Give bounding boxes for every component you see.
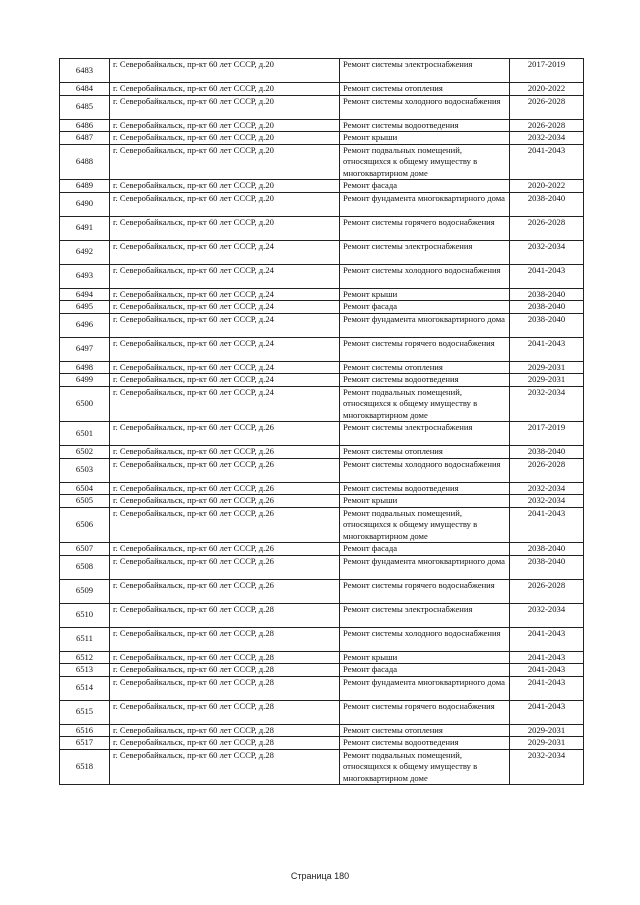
row-address: г. Северобайкальск, пр-кт 60 лет СССР, д.26 (110, 446, 340, 459)
row-address: г. Северобайкальск, пр-кт 60 лет СССР, д.24 (110, 264, 340, 288)
row-work-type: Ремонт системы отопления (340, 724, 510, 737)
row-work-type: Ремонт фундамента многоквартирного дома (340, 555, 510, 579)
table-row (60, 240, 584, 264)
row-work-type: Ремонт фасада (340, 301, 510, 314)
page-number: Страница 180 (290, 871, 350, 881)
row-period: 2029-2031 (510, 737, 584, 750)
row-number: 6495 (60, 301, 110, 314)
row-work-type: Ремонт системы горячего водоснабжения (340, 700, 510, 724)
row-number: 6501 (60, 422, 110, 446)
row-work-type: Ремонт крыши (340, 132, 510, 145)
row-number: 6494 (60, 288, 110, 301)
row-period: 2038-2040 (510, 301, 584, 314)
table-row (60, 482, 584, 495)
row-period: 2041-2043 (510, 337, 584, 361)
row-number: 6516 (60, 724, 110, 737)
row-address: г. Северобайкальск, пр-кт 60 лет СССР, д.26 (110, 543, 340, 556)
row-number: 6499 (60, 374, 110, 387)
row-address: г. Северобайкальск, пр-кт 60 лет СССР, д.26 (110, 495, 340, 508)
row-work-type: Ремонт системы горячего водоснабжения (340, 579, 510, 603)
row-address: г. Северобайкальск, пр-кт 60 лет СССР, д.20 (110, 119, 340, 132)
row-work-type: Ремонт подвальных помещений, относящихся к общему имуществу в многоквартирном доме (340, 386, 510, 422)
table-row (60, 180, 584, 193)
row-period: 2032-2034 (510, 386, 584, 422)
row-address: г. Северобайкальск, пр-кт 60 лет СССР, д.26 (110, 458, 340, 482)
row-address: г. Северобайкальск, пр-кт 60 лет СССР, д.24 (110, 386, 340, 422)
row-period: 2041-2043 (510, 676, 584, 700)
row-number: 6503 (60, 458, 110, 482)
row-number: 6488 (60, 144, 110, 180)
row-number: 6498 (60, 361, 110, 374)
row-work-type: Ремонт системы водоотведения (340, 737, 510, 750)
row-address: г. Северобайкальск, пр-кт 60 лет СССР, д.26 (110, 579, 340, 603)
row-address: г. Северобайкальск, пр-кт 60 лет СССР, д.20 (110, 216, 340, 240)
row-address: г. Северобайкальск, пр-кт 60 лет СССР, д.20 (110, 180, 340, 193)
row-number: 6489 (60, 180, 110, 193)
row-address: г. Северобайкальск, пр-кт 60 лет СССР, д.24 (110, 374, 340, 387)
row-number: 6518 (60, 749, 110, 785)
row-work-type: Ремонт фундамента многоквартирного дома (340, 192, 510, 216)
table-row (60, 144, 584, 180)
row-work-type: Ремонт крыши (340, 651, 510, 664)
table-row (60, 59, 584, 83)
row-address: г. Северобайкальск, пр-кт 60 лет СССР, д.20 (110, 95, 340, 119)
row-number: 6483 (60, 59, 110, 83)
row-work-type: Ремонт системы холодного водоснабжения (340, 264, 510, 288)
row-period: 2032-2034 (510, 240, 584, 264)
row-period: 2029-2031 (510, 374, 584, 387)
row-work-type: Ремонт системы отопления (340, 361, 510, 374)
row-number: 6502 (60, 446, 110, 459)
table-row (60, 507, 584, 543)
row-period: 2038-2040 (510, 192, 584, 216)
row-period: 2026-2028 (510, 119, 584, 132)
row-number: 6504 (60, 482, 110, 495)
row-address: г. Северобайкальск, пр-кт 60 лет СССР, д.20 (110, 192, 340, 216)
row-work-type: Ремонт системы отопления (340, 446, 510, 459)
row-period: 2026-2028 (510, 216, 584, 240)
row-number: 6485 (60, 95, 110, 119)
row-period: 2032-2034 (510, 495, 584, 508)
row-address: г. Северобайкальск, пр-кт 60 лет СССР, д.26 (110, 555, 340, 579)
table-body (60, 59, 584, 785)
row-number: 6497 (60, 337, 110, 361)
table-row (60, 543, 584, 556)
row-address: г. Северобайкальск, пр-кт 60 лет СССР, д.24 (110, 361, 340, 374)
row-period: 2041-2043 (510, 664, 584, 677)
row-number: 6507 (60, 543, 110, 556)
row-period: 2026-2028 (510, 579, 584, 603)
row-work-type: Ремонт системы горячего водоснабжения (340, 337, 510, 361)
table-row (60, 579, 584, 603)
row-number: 6492 (60, 240, 110, 264)
row-number: 6487 (60, 132, 110, 145)
row-period: 2017-2019 (510, 59, 584, 83)
table-row (60, 458, 584, 482)
row-number: 6511 (60, 627, 110, 651)
row-period: 2032-2034 (510, 482, 584, 495)
row-number: 6515 (60, 700, 110, 724)
row-period: 2041-2043 (510, 144, 584, 180)
row-work-type: Ремонт фасада (340, 543, 510, 556)
table-row (60, 288, 584, 301)
row-work-type: Ремонт системы водоотведения (340, 374, 510, 387)
table-row (60, 216, 584, 240)
row-number: 6493 (60, 264, 110, 288)
row-number: 6512 (60, 651, 110, 664)
row-work-type: Ремонт системы холодного водоснабжения (340, 458, 510, 482)
table-row (60, 555, 584, 579)
table-row (60, 700, 584, 724)
row-work-type: Ремонт системы горячего водоснабжения (340, 216, 510, 240)
row-work-type: Ремонт системы водоотведения (340, 482, 510, 495)
table-row (60, 83, 584, 96)
row-number: 6517 (60, 737, 110, 750)
row-work-type: Ремонт системы холодного водоснабжения (340, 627, 510, 651)
table-row (60, 95, 584, 119)
row-address: г. Северобайкальск, пр-кт 60 лет СССР, д.26 (110, 482, 340, 495)
row-period: 2032-2034 (510, 132, 584, 145)
row-work-type: Ремонт системы водоотведения (340, 119, 510, 132)
row-work-type: Ремонт фасада (340, 664, 510, 677)
row-period: 2026-2028 (510, 458, 584, 482)
row-address: г. Северобайкальск, пр-кт 60 лет СССР, д.28 (110, 603, 340, 627)
row-work-type: Ремонт фундамента многоквартирного дома (340, 313, 510, 337)
row-address: г. Северобайкальск, пр-кт 60 лет СССР, д.20 (110, 132, 340, 145)
row-period: 2038-2040 (510, 313, 584, 337)
works-table (59, 58, 584, 785)
table-row (60, 132, 584, 145)
table-row (60, 337, 584, 361)
table-row (60, 651, 584, 664)
row-work-type: Ремонт системы отопления (340, 83, 510, 96)
row-address: г. Северобайкальск, пр-кт 60 лет СССР, д.28 (110, 700, 340, 724)
row-work-type: Ремонт системы электроснабжения (340, 59, 510, 83)
row-period: 2041-2043 (510, 264, 584, 288)
row-period: 2038-2040 (510, 555, 584, 579)
table-row (60, 676, 584, 700)
row-address: г. Северобайкальск, пр-кт 60 лет СССР, д.20 (110, 83, 340, 96)
row-address: г. Северобайкальск, пр-кт 60 лет СССР, д.28 (110, 676, 340, 700)
row-number: 6506 (60, 507, 110, 543)
row-address: г. Северобайкальск, пр-кт 60 лет СССР, д.24 (110, 337, 340, 361)
row-address: г. Северобайкальск, пр-кт 60 лет СССР, д.24 (110, 288, 340, 301)
row-period: 2029-2031 (510, 361, 584, 374)
row-address: г. Северобайкальск, пр-кт 60 лет СССР, д.26 (110, 422, 340, 446)
row-work-type: Ремонт подвальных помещений, относящихся к общему имуществу в многоквартирном доме (340, 749, 510, 785)
row-address: г. Северобайкальск, пр-кт 60 лет СССР, д.28 (110, 749, 340, 785)
row-work-type: Ремонт фасада (340, 180, 510, 193)
row-period: 2038-2040 (510, 288, 584, 301)
row-address: г. Северобайкальск, пр-кт 60 лет СССР, д.24 (110, 301, 340, 314)
table-row (60, 627, 584, 651)
row-address: г. Северобайкальск, пр-кт 60 лет СССР, д.24 (110, 240, 340, 264)
row-number: 6508 (60, 555, 110, 579)
row-period: 2041-2043 (510, 700, 584, 724)
row-work-type: Ремонт системы электроснабжения (340, 240, 510, 264)
row-period: 2017-2019 (510, 422, 584, 446)
table-row (60, 313, 584, 337)
table-row (60, 301, 584, 314)
row-address: г. Северобайкальск, пр-кт 60 лет СССР, д.20 (110, 144, 340, 180)
row-number: 6491 (60, 216, 110, 240)
table-row (60, 495, 584, 508)
row-number: 6505 (60, 495, 110, 508)
table-row (60, 664, 584, 677)
table-row (60, 386, 584, 422)
row-number: 6486 (60, 119, 110, 132)
row-address: г. Северобайкальск, пр-кт 60 лет СССР, д.28 (110, 737, 340, 750)
row-address: г. Северобайкальск, пр-кт 60 лет СССР, д.24 (110, 313, 340, 337)
row-work-type: Ремонт системы электроснабжения (340, 422, 510, 446)
row-period: 2020-2022 (510, 83, 584, 96)
table-row (60, 749, 584, 785)
row-number: 6514 (60, 676, 110, 700)
row-number: 6510 (60, 603, 110, 627)
table-row (60, 361, 584, 374)
row-address: г. Северобайкальск, пр-кт 60 лет СССР, д.28 (110, 651, 340, 664)
row-period: 2038-2040 (510, 446, 584, 459)
row-work-type: Ремонт подвальных помещений, относящихся к общему имуществу в многоквартирном доме (340, 507, 510, 543)
table-row (60, 446, 584, 459)
row-period: 2041-2043 (510, 651, 584, 664)
row-number: 6484 (60, 83, 110, 96)
row-work-type: Ремонт крыши (340, 495, 510, 508)
row-work-type: Ремонт крыши (340, 288, 510, 301)
row-number: 6509 (60, 579, 110, 603)
row-number: 6496 (60, 313, 110, 337)
row-period: 2032-2034 (510, 603, 584, 627)
row-work-type: Ремонт подвальных помещений, относящихся к общему имуществу в многоквартирном доме (340, 144, 510, 180)
row-work-type: Ремонт фундамента многоквартирного дома (340, 676, 510, 700)
row-address: г. Северобайкальск, пр-кт 60 лет СССР, д.28 (110, 627, 340, 651)
table-row (60, 737, 584, 750)
table-row (60, 374, 584, 387)
row-address: г. Северобайкальск, пр-кт 60 лет СССР, д.28 (110, 664, 340, 677)
row-number: 6513 (60, 664, 110, 677)
row-address: г. Северобайкальск, пр-кт 60 лет СССР, д.28 (110, 724, 340, 737)
table-row (60, 192, 584, 216)
table-row (60, 724, 584, 737)
row-period: 2029-2031 (510, 724, 584, 737)
table-row (60, 603, 584, 627)
row-address: г. Северобайкальск, пр-кт 60 лет СССР, д.20 (110, 59, 340, 83)
table-row (60, 422, 584, 446)
row-period: 2038-2040 (510, 543, 584, 556)
row-period: 2041-2043 (510, 627, 584, 651)
row-period: 2041-2043 (510, 507, 584, 543)
table-row (60, 264, 584, 288)
row-number: 6500 (60, 386, 110, 422)
table-row (60, 119, 584, 132)
row-number: 6490 (60, 192, 110, 216)
row-address: г. Северобайкальск, пр-кт 60 лет СССР, д.26 (110, 507, 340, 543)
row-period: 2026-2028 (510, 95, 584, 119)
row-work-type: Ремонт системы холодного водоснабжения (340, 95, 510, 119)
row-period: 2032-2034 (510, 749, 584, 785)
row-work-type: Ремонт системы электроснабжения (340, 603, 510, 627)
row-period: 2020-2022 (510, 180, 584, 193)
